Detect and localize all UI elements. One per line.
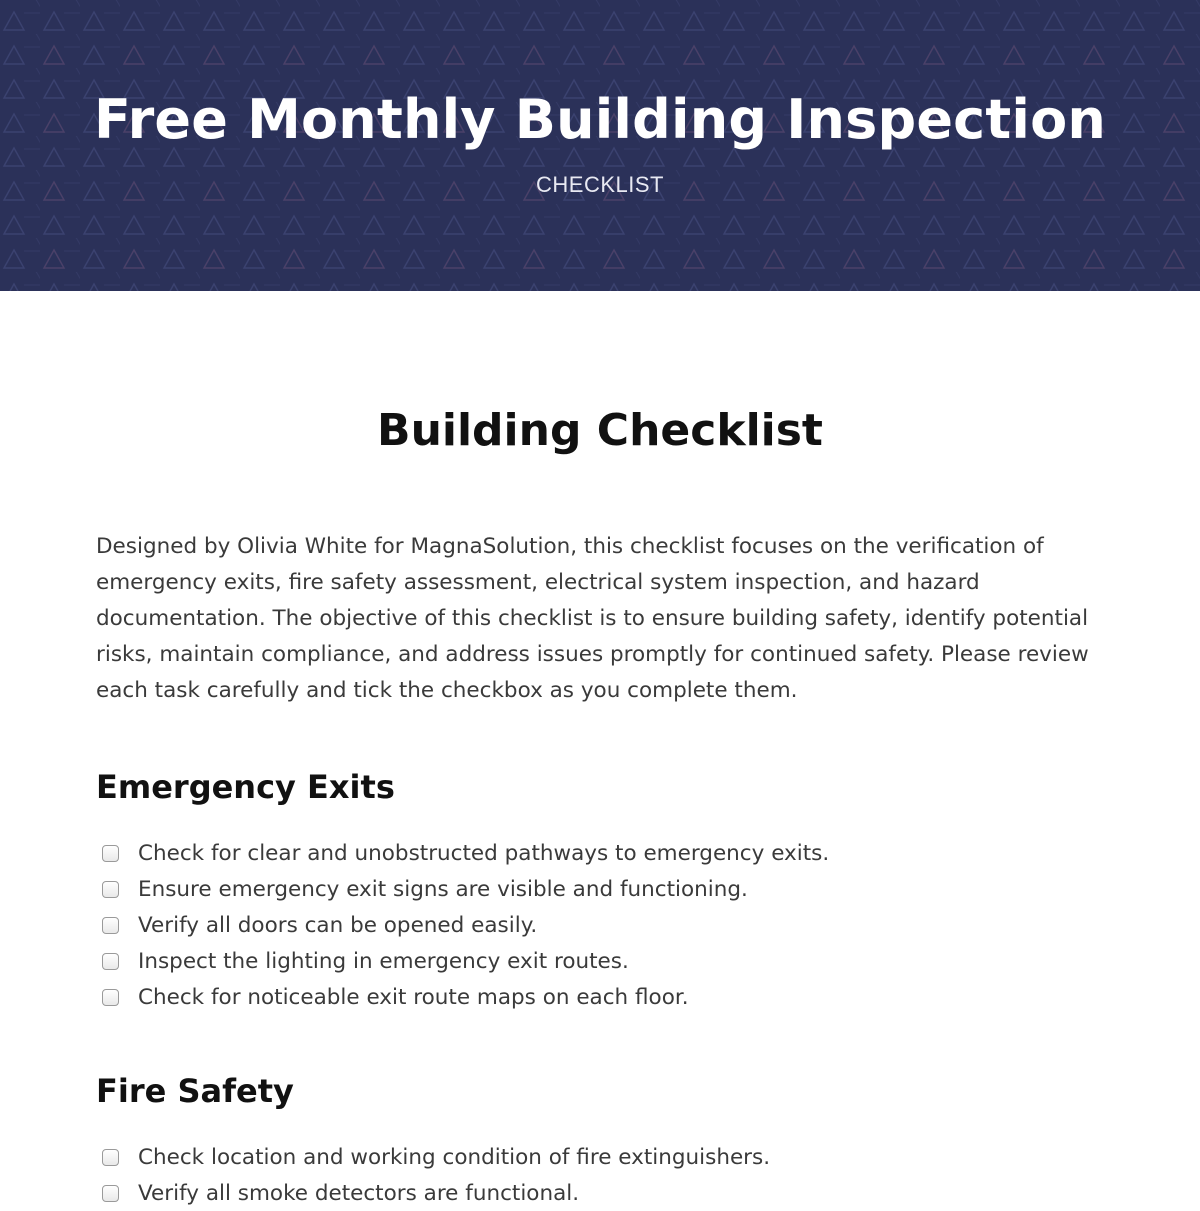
checklist-item [100,1175,770,1211]
checklist-item-label: Check location and working condition of fire extinguishers. [138,1144,771,1170]
checklist-item-label: Check for noticeable exit route maps on each floor. [138,984,689,1010]
checklist-item-label: Verify all smoke detectors are functional. [138,1180,580,1206]
checkbox[interactable] [102,989,119,1006]
intro-paragraph: Designed by Olivia White for MagnaSolution, this checklist focuses on the verification of emergency exits, fire safety assessment, electrical system inspection, and hazard documentation. The objective of this checklist is to ensure building safety, identify potential risks, maintain compliance, and address issues promptly for continued safety. Please review each task carefully and tick the checkbox as you complete them. [96,534,1089,703]
checkbox[interactable] [102,881,119,898]
section-heading-fire-safety: Fire Safety [96,1072,294,1110]
checklist-emergency-exits [100,835,829,1015]
checkbox[interactable] [102,1185,119,1202]
checklist-item [100,835,829,871]
checklist-item [100,1139,770,1175]
checklist-item [100,871,829,907]
banner-subtitle: CHECKLIST [536,172,664,197]
document-title: Building Checklist [377,405,823,456]
banner-title: Free Monthly Building Inspection [93,88,1107,151]
checkbox[interactable] [102,845,119,862]
checkbox[interactable] [102,1149,119,1166]
checkbox[interactable] [102,917,119,934]
checklist-item [100,907,829,943]
checklist-item [100,943,829,979]
header-banner [0,0,1200,291]
checklist-item-label: Inspect the lighting in emergency exit routes. [138,948,629,974]
checklist-item-label: Verify all doors can be opened easily. [138,912,538,938]
checkbox[interactable] [102,953,119,970]
checklist-item [100,979,829,1015]
checklist-item-label: Check for clear and unobstructed pathways to emergency exits. [138,840,830,866]
section-heading-emergency-exits: Emergency Exits [96,768,395,806]
checklist-item-label: Ensure emergency exit signs are visible and functioning. [138,876,748,902]
checklist-fire-safety [100,1139,770,1211]
